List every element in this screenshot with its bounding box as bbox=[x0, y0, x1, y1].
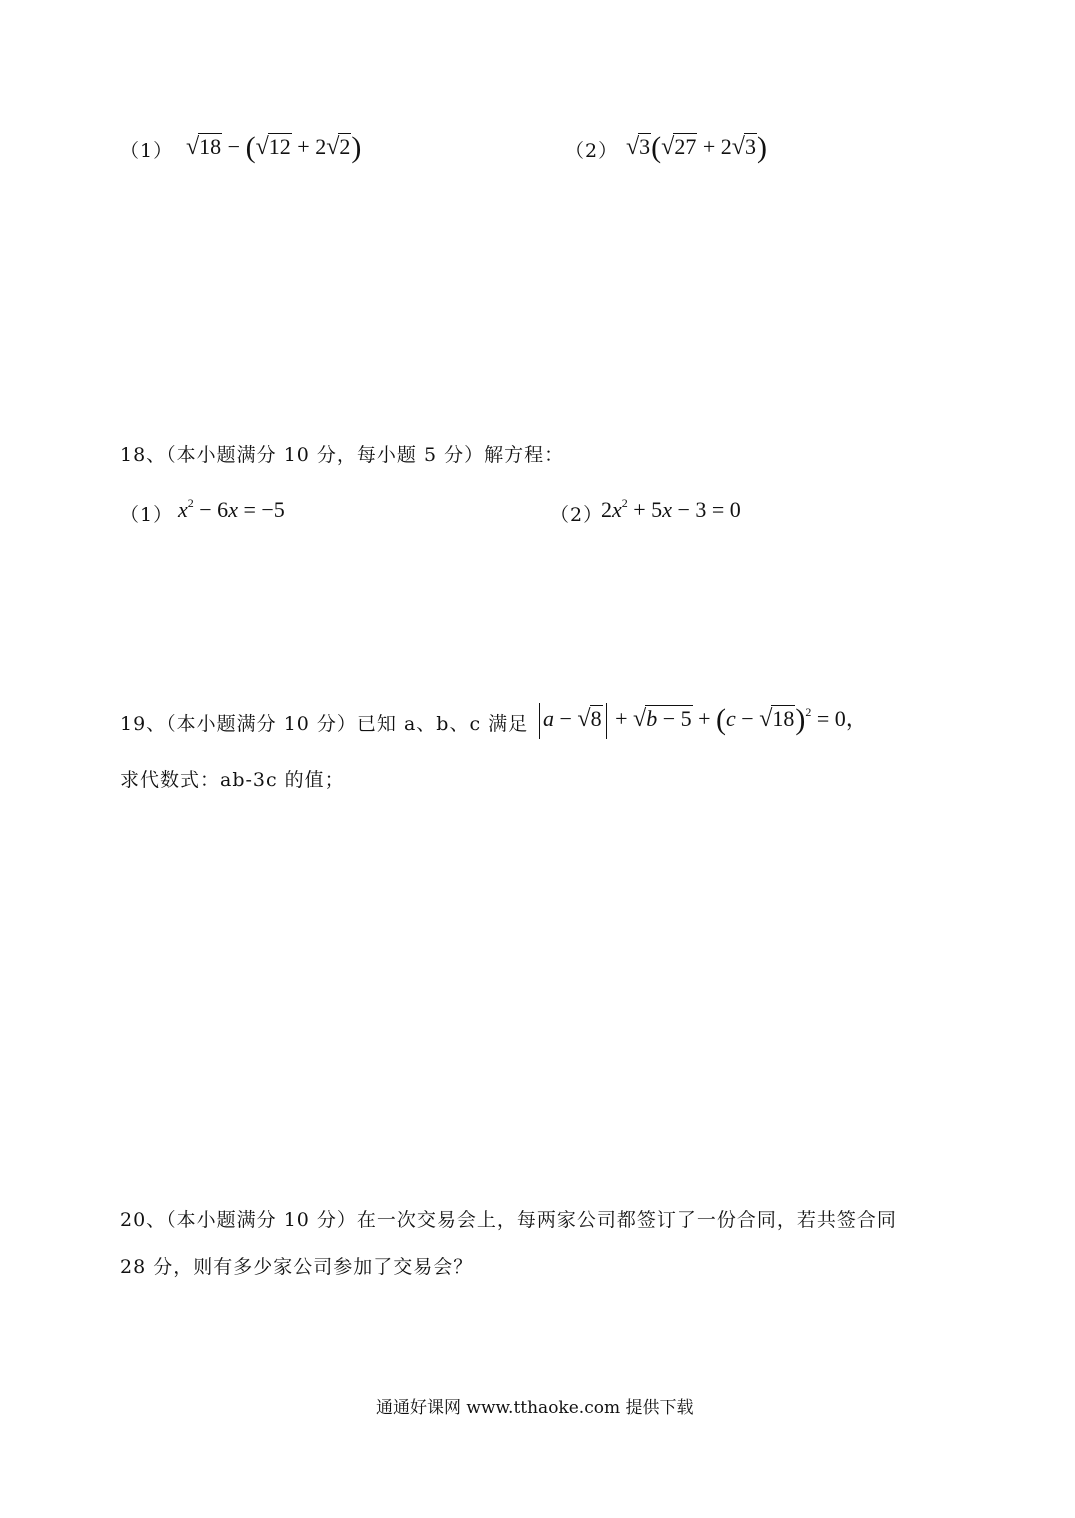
q19-question: 求代数式：ab-3c 的值； bbox=[120, 769, 345, 791]
q17-part1-expression: √18 − (√12 + 2√2) bbox=[186, 131, 362, 164]
q18-part1-equation: $x^2 - 6x = -5$ bbox=[178, 496, 285, 522]
q17-p2-radicand-a: 3 bbox=[639, 134, 651, 159]
q18-part2-equation: $2x^2 + 5x - 3 = 0$ bbox=[601, 496, 741, 522]
q17-p2-coef: 2 bbox=[720, 134, 732, 159]
q19-header: 19、（本小题满分 10 分）已知 a、b、c 满足 bbox=[120, 713, 529, 735]
q17-p1-radicand-d: 2 bbox=[339, 134, 351, 159]
q17-part2-label: （2） bbox=[565, 140, 619, 162]
q17-part2-expression: √3(√27 + 2√3) bbox=[626, 131, 767, 164]
q17-p1-radicand-a: 18 bbox=[199, 134, 222, 159]
q18-header: 18、（本小题满分 10 分，每小题 5 分）解方程： bbox=[120, 444, 565, 466]
q20-line2: 28 分，则有多少家公司参加了交易会？ bbox=[120, 1256, 474, 1278]
q17-p2-radicand-d: 3 bbox=[744, 134, 756, 159]
q17-p1-radicand-b: 12 bbox=[268, 134, 291, 159]
q17-part1-label: （1） bbox=[120, 140, 174, 162]
q17-p2-radicand-b: 27 bbox=[674, 134, 697, 159]
q18-part2-label: （2） bbox=[550, 504, 604, 526]
q18-part1-label: （1） bbox=[120, 504, 174, 526]
q17-p1-coef: 2 bbox=[315, 134, 327, 159]
q19-condition-expression: $a - √8 + √b - 5 + (c - √18)^2 = 0$， bbox=[536, 700, 868, 739]
q20-line1: 20、（本小题满分 10 分）在一次交易会上，每两家公司都签订了一份合同，若共签合同 bbox=[120, 1209, 897, 1231]
page-footer: 通通好课网 www.tthaoke.com 提供下载 bbox=[376, 1398, 694, 1418]
